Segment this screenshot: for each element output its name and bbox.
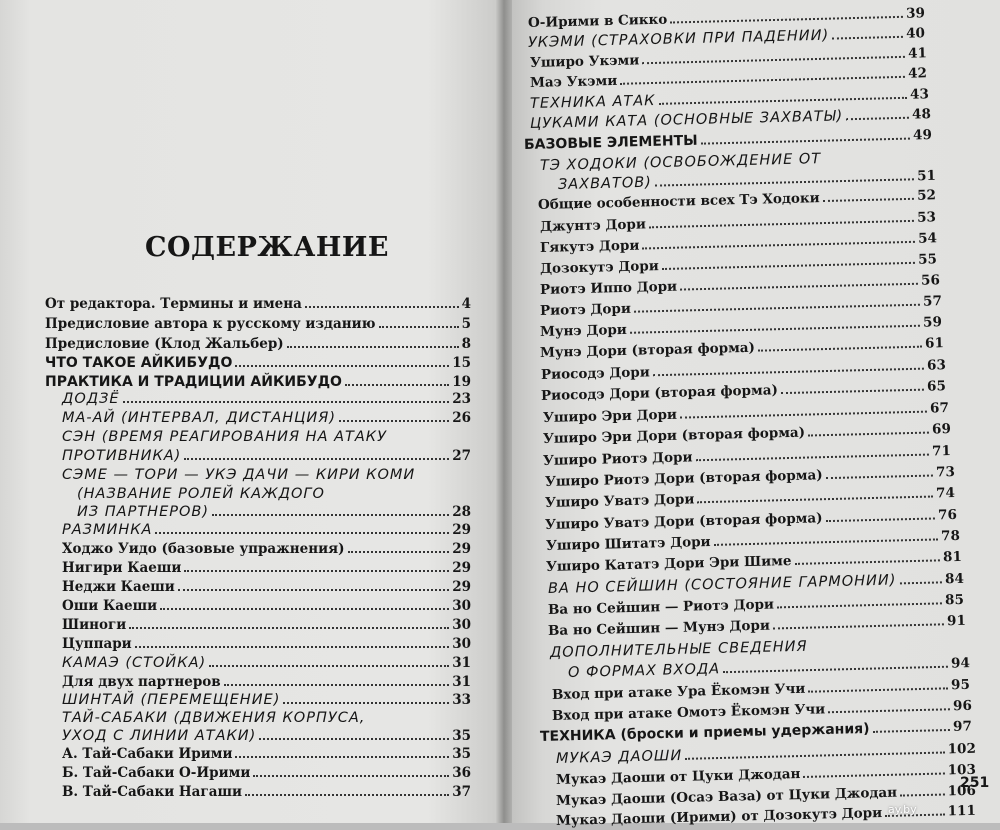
toc-entry: Для двух партнеров 31 <box>62 674 471 690</box>
toc-entry: Ва но Сейшин — Мунэ Дори 91 <box>547 612 967 639</box>
toc-entry: КАМАЭ (СТОЙКА) 31 <box>62 655 471 671</box>
toc-entry: Нигири Каеши 29 <box>62 560 471 576</box>
toc-entry-line: ТАЙ-САБАКИ (ДВИЖЕНИЯ КОРПУСА, <box>62 710 366 726</box>
toc-entry: Предисловие автора к русскому изданию 5 <box>45 316 471 332</box>
toc-entry: От редактора. Термины и имена 4 <box>45 296 471 312</box>
toc-entry: Маэ Укэми 42 <box>529 65 928 91</box>
toc-entry: БАЗОВЫЕ ЭЛЕМЕНТЫ 49 <box>523 127 933 153</box>
toc-entry: Уширо Уватэ Дори (вторая форма) 76 <box>544 506 958 533</box>
toc-entry: Уширо Риотэ Дори (вторая форма) 73 <box>544 463 956 490</box>
toc-entry: Цуппари 30 <box>62 636 471 652</box>
toc-entry: МА-АЙ (ИНТЕРВАЛ, ДИСТАНЦИЯ) 26 <box>62 410 471 426</box>
page-number: 251 <box>960 775 990 791</box>
toc-entry: ВА НО СЕЙШИН (СОСТОЯНИЕ ГАРМОНИИ) 84 <box>547 570 965 597</box>
watermark-text: ay.by <box>888 803 917 816</box>
page-title: СОДЕРЖАНИЕ <box>145 232 389 263</box>
toc-entry: Уширо Уватэ Дори 74 <box>544 484 956 511</box>
toc-entry-line: ДОПОЛНИТЕЛЬНЫЕ СВЕДЕНИЯ <box>549 638 808 661</box>
toc-entry: ТЕХНИКА (броски и приемы удержания) 97 <box>539 718 973 745</box>
toc-entry: Мукаэ Даоши (Ирими) от Дозокутэ Дори 111 <box>555 802 977 829</box>
toc-entry: Уширо Эри Дори (вторая форма) 69 <box>542 421 952 447</box>
toc-entry: Уширо Эри Дори 67 <box>542 400 950 426</box>
toc-entry: Ходжо Уидо (базовые упражнения) 29 <box>62 541 471 557</box>
toc-entry: Б. Тай-Сабаки О-Ирими 36 <box>62 765 471 781</box>
toc-entry-line: СЭМЕ — ТОРИ — УКЭ ДАЧИ — КИРИ КОМИ <box>62 467 416 483</box>
toc-entry: УКЭМИ (СТРАХОВКИ ПРИ ПАДЕНИИ) 40 <box>527 25 926 51</box>
toc-entry: ЧТО ТАКОЕ АЙКИБУДО 15 <box>45 355 471 371</box>
toc-entry: ИЗ ПАРТНЕРОВ) 28 <box>77 504 471 520</box>
toc-entry: Риотэ Дори 57 <box>539 293 943 319</box>
toc-entry: Риосодэ Дори 63 <box>540 357 947 383</box>
toc-entry: Неджи Каеши 29 <box>62 579 471 595</box>
toc-entry: ЗАХВАТОВ) 51 <box>557 167 937 193</box>
toc-entry: ПРАКТИКА И ТРАДИЦИИ АЙКИБУДО 19 <box>45 374 471 390</box>
toc-entry: Джунтэ Дори 53 <box>539 209 937 235</box>
toc-entry: Риосодэ Дори (вторая форма) 65 <box>540 378 947 404</box>
toc-entry: Шиноги 30 <box>62 617 471 633</box>
toc-entry: МУКАЭ ДАОШИ 102 <box>555 740 977 767</box>
toc-entry: Ва но Сейшин — Риотэ Дори 85 <box>547 591 965 618</box>
toc-entry: ПРОТИВНИКА) 27 <box>62 448 471 464</box>
toc-entry: Вход при атаке Ура Ёкомэн Учи 95 <box>551 676 971 703</box>
toc-entry: О ФОРМАХ ВХОДА 94 <box>567 655 971 681</box>
toc-entry: Уширо Кататэ Дори Эри Шиме 81 <box>545 548 963 575</box>
toc-entry: ЦУКАМИ КАТА (ОСНОВНЫЕ ЗАХВАТЫ) 48 <box>529 106 932 132</box>
toc-entry: Оши Каеши 30 <box>62 598 471 614</box>
toc-entry: Общие особенности всех Тэ Ходоки 52 <box>537 187 937 213</box>
toc-entry-line: СЭН (ВРЕМЯ РЕАГИРОВАНИЯ НА АТАКУ <box>62 429 387 445</box>
toc-entry: Мунэ Дори (вторая форма) 61 <box>539 335 945 361</box>
toc-entry: А. Тай-Сабаки Ирими 35 <box>62 746 471 762</box>
toc-entry-line: (НАЗВАНИЕ РОЛЕЙ КАЖДОГО <box>77 486 325 502</box>
toc-entry: Уширо Шитатэ Дори 78 <box>545 527 961 554</box>
toc-entry: Дозокутэ Дори 55 <box>539 251 938 277</box>
toc-entry: ТЕХНИКА АТАК 43 <box>529 86 930 112</box>
toc-entry: ШИНТАЙ (ПЕРЕМЕЩЕНИЕ) 33 <box>62 692 471 708</box>
toc-entry: Мукаэ Даоши от Цуки Джодан 103 <box>555 761 977 788</box>
toc-entry: Уширо Риотэ Дори 71 <box>542 443 952 469</box>
toc-entry: УХОД С ЛИНИИ АТАКИ) 35 <box>62 728 471 744</box>
toc-entry: Предисловие (Клод Жальбер) 8 <box>45 336 471 352</box>
toc-entry: Вход при атаке Омотэ Ёкомэн Учи 96 <box>551 697 973 724</box>
toc-entry: Мукаэ Даоши (Осаэ Ваза) от Цуки Джодан 106 <box>555 782 977 809</box>
toc-entry: Гякутэ Дори 54 <box>539 230 938 256</box>
toc-entry: РАЗМИНКА 29 <box>62 522 471 538</box>
toc-entry-line: ТЭ ХОДОКИ (ОСВОБОЖДЕНИЕ ОТ <box>539 151 822 174</box>
toc-entry: Мунэ Дори 59 <box>539 314 943 340</box>
toc-entry: Риотэ Иппо Дори 56 <box>539 272 941 298</box>
toc-entry: ДОДЗЁ 23 <box>62 391 471 407</box>
toc-entry: Уширо Укэми 41 <box>529 45 928 71</box>
toc-entry: О-Ирими в Сикко 39 <box>527 5 926 31</box>
toc-entry: В. Тай-Сабаки Нагаши 37 <box>62 784 471 800</box>
